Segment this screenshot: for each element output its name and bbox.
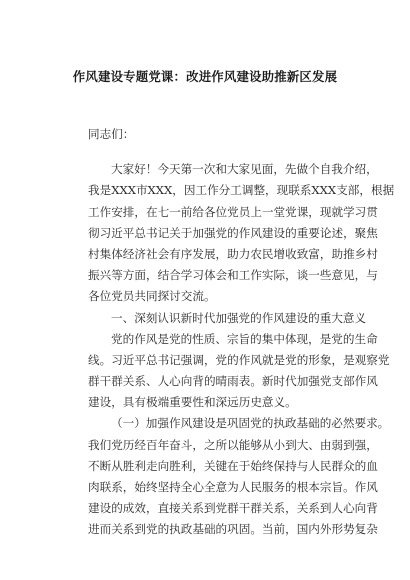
paragraph-line: 不断从胜利走向胜利，关键在于始终保持与人民群众的血 [88, 458, 378, 473]
paragraph-line: 党的作风是党的性质、宗旨的集中体现，是党的生命 [111, 331, 378, 346]
paragraph-line: 我是XXX市XXX，因工作分工调整，现联系XXX支部，根据 [88, 183, 395, 198]
paragraph-line: 线。习近平总书记强调，党的作风就是党的形象，是观察党 [88, 352, 390, 367]
paragraph-gap [88, 145, 350, 159]
paragraph-line: 群干群关系、人心向背的晴雨表。新时代加强党支部作风 [88, 374, 378, 389]
document-body [88, 124, 395, 541]
subsection-heading: （一）加强作风建设是巩固党的执政基础的必然要求。 [111, 416, 390, 431]
document-title: 作风建设专题党课：改进作风建设助推新区发展 [72, 69, 338, 84]
greeting: 同志们： [88, 127, 135, 141]
paragraph-line: 各位党员共同探讨交流。 [88, 289, 216, 304]
paragraph-line: 振兴等方面，结合学习体会和工作实际，谈一些意见，与 [88, 268, 378, 283]
paragraph-line: 彻习近平总书记关于加强党的作风建设的重要论述，聚焦 [88, 225, 378, 240]
section-heading: 一、深刻认识新时代加强党的作风建设的重大意义 [111, 310, 367, 325]
paragraph-line: 大家好！今天第一次和大家见面，先做个自我介绍， [111, 162, 378, 177]
paragraph-line: 我们党历经百年奋斗，之所以能够从小到大、由弱到强， [88, 437, 378, 452]
paragraph-line: 建设，具有极端重要性和深远历史意义。 [88, 395, 297, 410]
paragraph-line: 进而关系到党的执政基础的巩固。当前，国内外形势复杂 [88, 522, 378, 537]
paragraph-line: 村集体经济社会有序发展，助力农民增收致富，助推乡村 [88, 246, 378, 261]
paragraph-line: 肉联系，始终坚持全心全意为人民服务的根本宗旨。作风 [88, 480, 378, 494]
paragraph-line: 建设的成效，直接关系到党群干群关系，关系到人心向背 [88, 501, 378, 516]
paragraph-line: 工作安排，在七一前给各位党员上一堂党课，现就学习贯 [88, 204, 378, 219]
